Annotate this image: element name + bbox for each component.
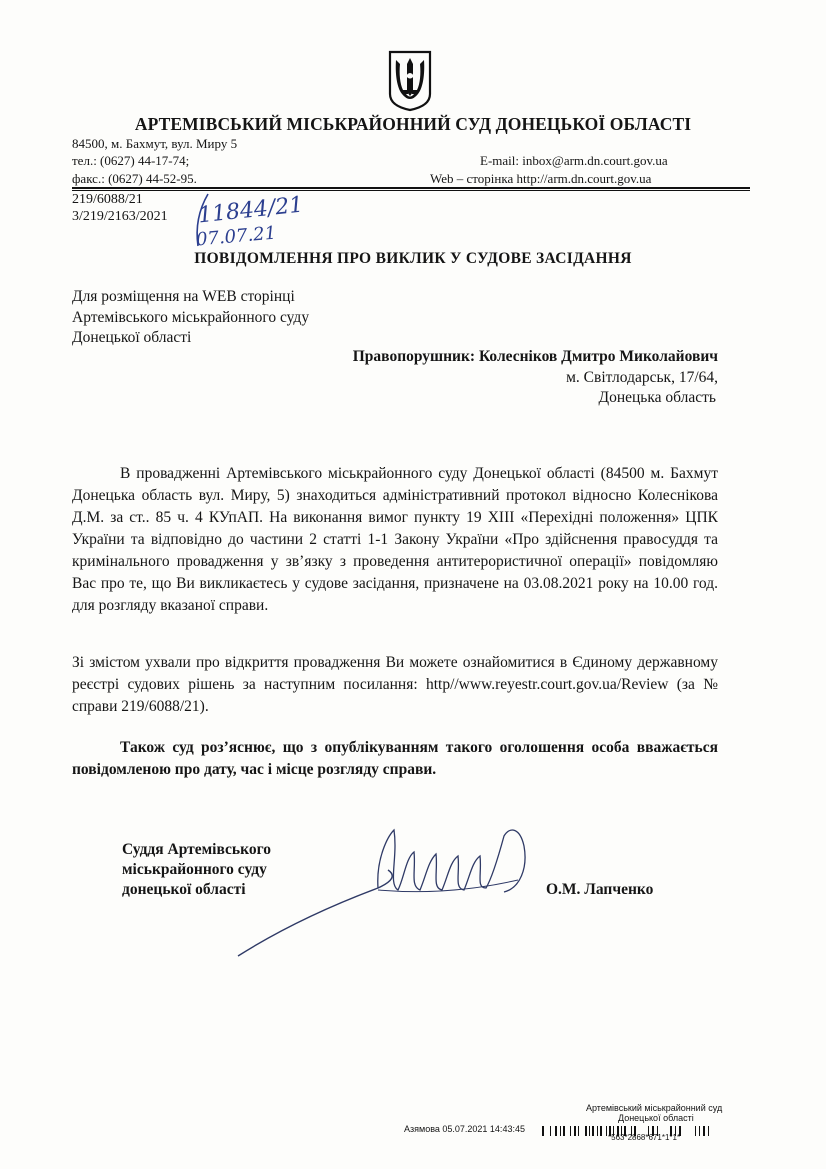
court-address: 84500, м. Бахмут, вул. Миру 5 [72,136,238,151]
signature-title-line-2: міськрайонного суду [122,861,267,878]
stamp-region: Донецької області [618,1113,694,1123]
placement-note-line-2: Артемівського міськрайонного суду [72,309,310,326]
placement-note-line-3: Донецької області [72,329,192,346]
stamp-clerk-time: Азямова 05.07.2021 14:43:45 [404,1124,525,1134]
handwritten-date: 07.07.21 [195,222,277,251]
letterhead-divider-thin [72,190,750,191]
body-paragraph-summons: В провадженні Артемівського міськрайонного суду Донецької області (84500 м. Бахмут Донецька область вул. Миру, 5) знаходиться адміністративний протокол відносно Колеснікова Д.М. за ст.. 85 ч. 4 КУпАП. На виконання вимог пункту 19 XIII «Перехідні положення» ЦПК України та відповідно до частини 2 статті 1-1 Закону України «Про здійснення правосуддя та кримінального провадження у зв’язку з проведення антитерористичної операції» повідомляю Вас про те, що Ви викликаєтесь у судове засідання, призначене на 03.08.2021 року на 10.00 год. для розгляду вказаної справи. [72,465,718,614]
handwritten-signature [228,818,538,960]
judge-name: О.М. Лапченко [546,881,654,898]
letterhead-divider [72,187,750,189]
barcode-text: *563*2868*671*1*1* [608,1133,681,1142]
court-website: Web – сторінка http://arm.dn.court.gov.ua [430,171,652,186]
signature-title-line-1: Суддя Артемівського [122,841,272,858]
addressee-region: Донецька область [598,389,716,406]
handwritten-bracket-icon [190,192,214,248]
signature-title-line-3: донецької області [122,881,246,898]
document-heading: ПОВІДОМЛЕННЯ ПРО ВИКЛИК У СУДОВЕ ЗАСІДАННЯ [194,250,632,267]
handwritten-reg-number: 11844/21 [196,192,305,229]
body-paragraph-notice: Також суд роз’яснює, що з опублікуванням такого оголошення особа вважається повідомленою про дату, час і місце розгляду справи. [72,739,718,778]
placement-note-line-1: Для розміщення на WEB сторінці [72,288,295,305]
case-number: 219/6088/21 [72,192,143,207]
court-email: E-mail: inbox@arm.dn.court.gov.ua [480,153,668,168]
addressee-name: Правопорушник: Колесніков Дмитро Миколайович [352,348,718,365]
addressee-city: м. Світлодарськ, 17/64, [566,369,718,386]
stamp-court: Артемівський міськрайонний суд [586,1103,723,1113]
court-fax: факс.: (0627) 44-52-95. [72,171,197,186]
proceeding-number: 3/219/2163/2021 [72,209,168,224]
court-name: АРТЕМІВСЬКИЙ МІСЬКРАЙОННИЙ СУД ДОНЕЦЬКОЇ ОБЛАСТІ [134,114,692,134]
court-phone: тел.: (0627) 44-17-74; [72,153,190,168]
coat-of-arms-icon [386,48,434,112]
body-paragraph-registry: Зі змістом ухвали про відкриття провадження Ви можете ознайомитися в Єдиному державному реєстрі судових рішень за наступним посилання: http//www.reyestr.court.gov.ua/Review (за № справи 219/6088/21). [72,654,718,715]
